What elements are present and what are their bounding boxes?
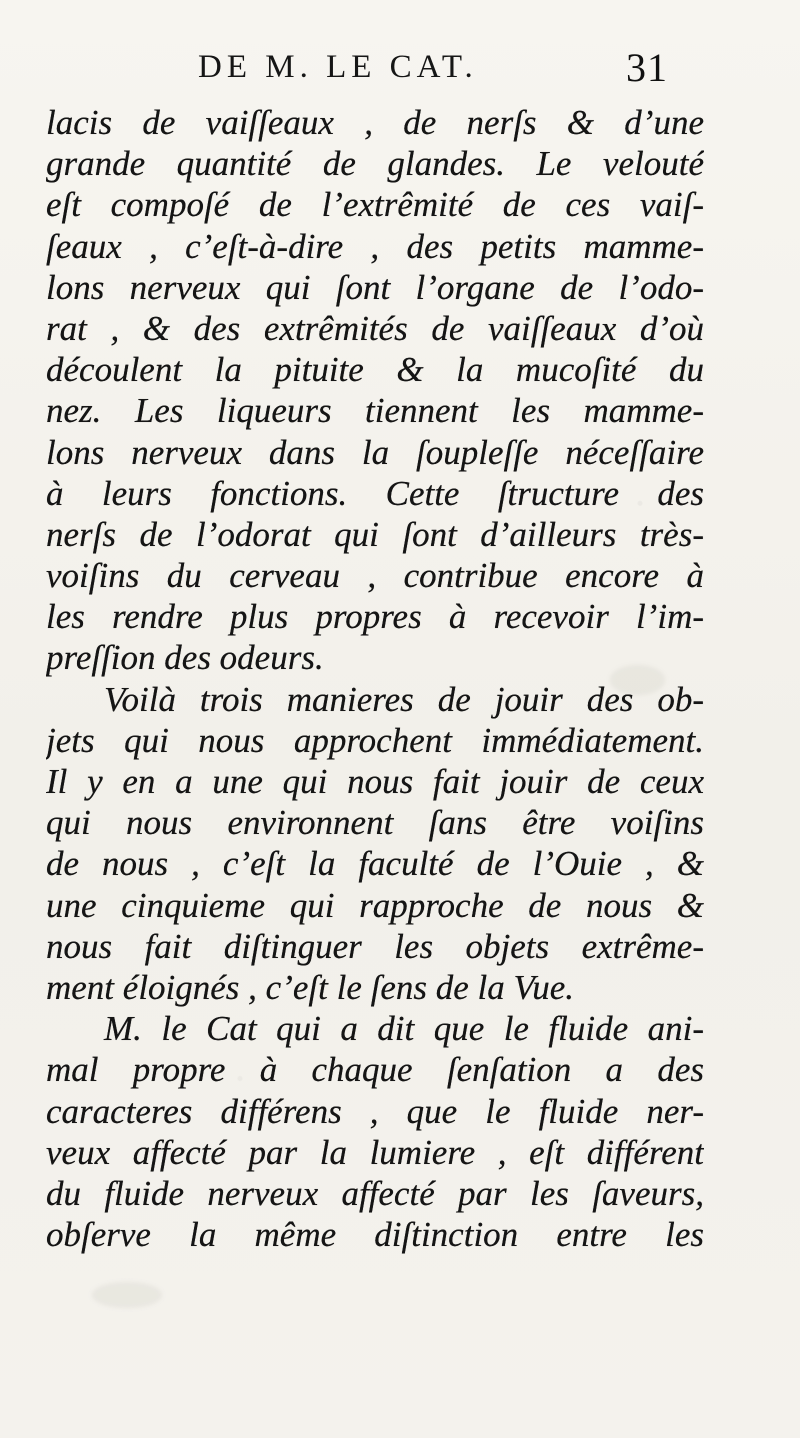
text-line: veux affecté par la lumiere , eſt différent: [46, 1132, 704, 1172]
text-line: découlent la pituite & la mucoſité du: [46, 350, 704, 390]
text-line: nez. Les liqueurs tiennent les mamme-: [46, 391, 704, 431]
text-line: Il y en a une qui nous fait jouir de ceux: [46, 762, 704, 801]
text-line: mal propre à chaque ſenſation a des: [46, 1050, 704, 1090]
text-line: obſerve la même diſtinction entre les: [46, 1215, 704, 1255]
text-line: à leurs fonctions. Cette ſtructure des: [46, 473, 704, 513]
text-line: rat , & des extrêmités de vaiſſeaux d’où: [46, 308, 704, 348]
text-line: grande quantité de glandes. Le velouté: [46, 144, 704, 184]
text-line: lons nerveux dans la ſoupleſſe néceſſaire: [46, 432, 704, 472]
text-line: ſeaux , c’eſt-à-dire , des petits mamme-: [46, 226, 704, 266]
page-number: 31: [626, 45, 668, 90]
page-body-text: [46, 102, 720, 1262]
text-line: du fluide nerveux affecté par les ſaveurs,: [46, 1173, 704, 1213]
text-line: ment éloignés , c’eſt le ſens de la Vue.: [46, 967, 575, 1007]
running-head: DE M. LE CAT.: [198, 49, 478, 85]
text-line: lacis de vaiſſeaux , de nerſs & d’une: [46, 103, 704, 142]
text-line: lons nerveux qui ſont l’organe de l’odo-: [46, 267, 704, 307]
text-line: eſt compoſé de l’extrêmité de ces vaiſ-: [46, 185, 704, 225]
text-line: M. le Cat qui a dit que le fluide ani-: [104, 1009, 704, 1049]
text-line: une cinquieme qui rapproche de nous &: [46, 885, 704, 925]
text-line: qui nous environnent ſans être voiſins: [46, 803, 704, 843]
text-line: caracteres différens , que le fluide ner-: [46, 1091, 704, 1131]
text-line: Voilà trois manieres de jouir des ob-: [104, 679, 704, 719]
text-line: de nous , c’eſt la faculté de l’Ouie , &: [46, 844, 704, 884]
text-line: jets qui nous approchent immédiatement.: [46, 720, 704, 760]
text-line: voiſins du cerveau , contribue encore à: [46, 556, 704, 596]
text-line: nerſs de l’odorat qui ſont d’ailleurs très-: [46, 514, 704, 554]
paper-stain: [92, 1282, 162, 1308]
text-line: les rendre plus propres à recevoir l’im-: [46, 597, 704, 637]
text-line: nous fait diſtinguer les objets extrême-: [46, 926, 704, 966]
text-line: preſſion des odeurs.: [46, 638, 324, 678]
